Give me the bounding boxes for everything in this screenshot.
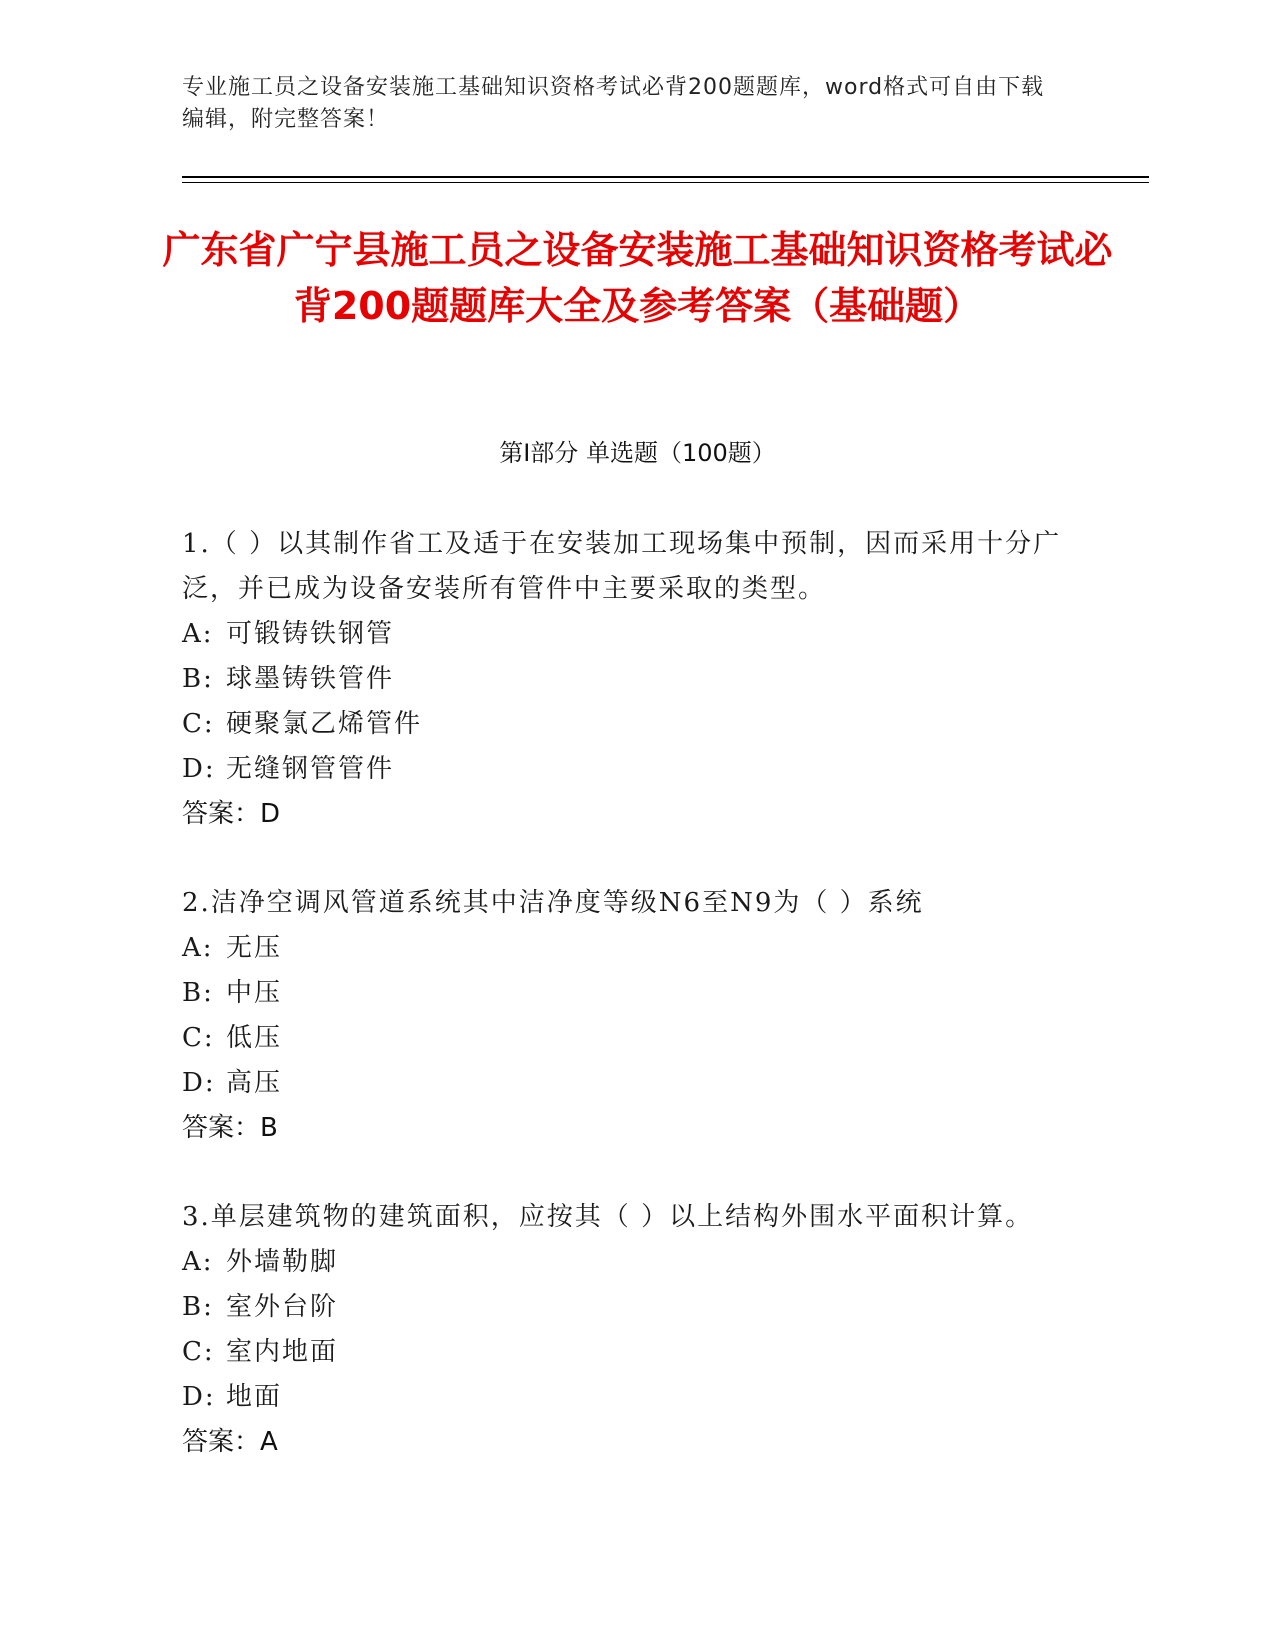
option-text: 室内地面 — [226, 1337, 339, 1367]
option-a — [182, 612, 1082, 657]
option-b — [182, 971, 1082, 1016]
option-key: B: — [182, 978, 214, 1008]
option-a — [182, 1240, 1082, 1285]
answer-line: 答案：D — [182, 799, 281, 829]
question-list — [182, 522, 1082, 1509]
option-d — [182, 1061, 1082, 1106]
header-divider-thin — [182, 182, 1149, 183]
option-key: B: — [182, 664, 214, 694]
option-b — [182, 657, 1082, 702]
option-key: C: — [182, 1337, 215, 1367]
question-1 — [182, 522, 1082, 837]
option-text: 中压 — [226, 978, 283, 1008]
header-note: 专业施工员之设备安装施工基础知识资格考试必背200题题库，word格式可自由下载编辑，附完整答案！ — [182, 75, 1045, 132]
question-stem: 3.单层建筑物的建筑面积，应按其（ ）以上结构外围水平面积计算。 — [182, 1202, 1034, 1232]
option-text: 可锻铸铁钢管 — [226, 619, 395, 649]
header-divider-thick — [182, 176, 1149, 178]
question-stem: 2.洁净空调风管道系统其中洁净度等级N6至N9为（ ）系统 — [182, 888, 924, 918]
option-key: A: — [182, 619, 214, 649]
option-key: C: — [182, 1023, 215, 1053]
option-key: A: — [182, 1247, 214, 1277]
option-c — [182, 1330, 1082, 1375]
option-d — [182, 747, 1082, 792]
option-b — [182, 1285, 1082, 1330]
option-c — [182, 702, 1082, 747]
option-text: 无缝钢管管件 — [226, 754, 395, 784]
option-text: 低压 — [226, 1023, 283, 1053]
option-text: 无压 — [226, 933, 283, 963]
answer-line: 答案：B — [182, 1113, 278, 1143]
option-text: 外墙勒脚 — [226, 1247, 339, 1277]
answer-line: 答案：A — [182, 1427, 278, 1457]
option-key: D: — [182, 1068, 216, 1098]
option-c — [182, 1016, 1082, 1061]
option-text: 室外台阶 — [226, 1292, 339, 1322]
option-d — [182, 1375, 1082, 1420]
option-text: 高压 — [226, 1068, 283, 1098]
document-title: 广东省广宁县施工员之设备安装施工基础知识资格考试必背200题题库大全及参考答案（基础题） — [162, 228, 1113, 328]
question-stem: 1.（ ）以其制作省工及适于在安装加工现场集中预制，因而采用十分广泛，并已成为设备安装所有管件中主要采取的类型。 — [182, 529, 1062, 604]
option-text: 地面 — [226, 1382, 283, 1412]
option-key: D: — [182, 1382, 216, 1412]
option-key: B: — [182, 1292, 214, 1322]
option-key: A: — [182, 933, 214, 963]
option-key: C: — [182, 709, 215, 739]
option-a — [182, 926, 1082, 971]
question-2 — [182, 881, 1082, 1151]
question-3 — [182, 1195, 1082, 1465]
option-text: 硬聚氯乙烯管件 — [226, 709, 423, 739]
option-text: 球墨铸铁管件 — [226, 664, 395, 694]
option-key: D: — [182, 754, 216, 784]
section-heading: 第I部分 单选题（100题） — [499, 439, 776, 467]
